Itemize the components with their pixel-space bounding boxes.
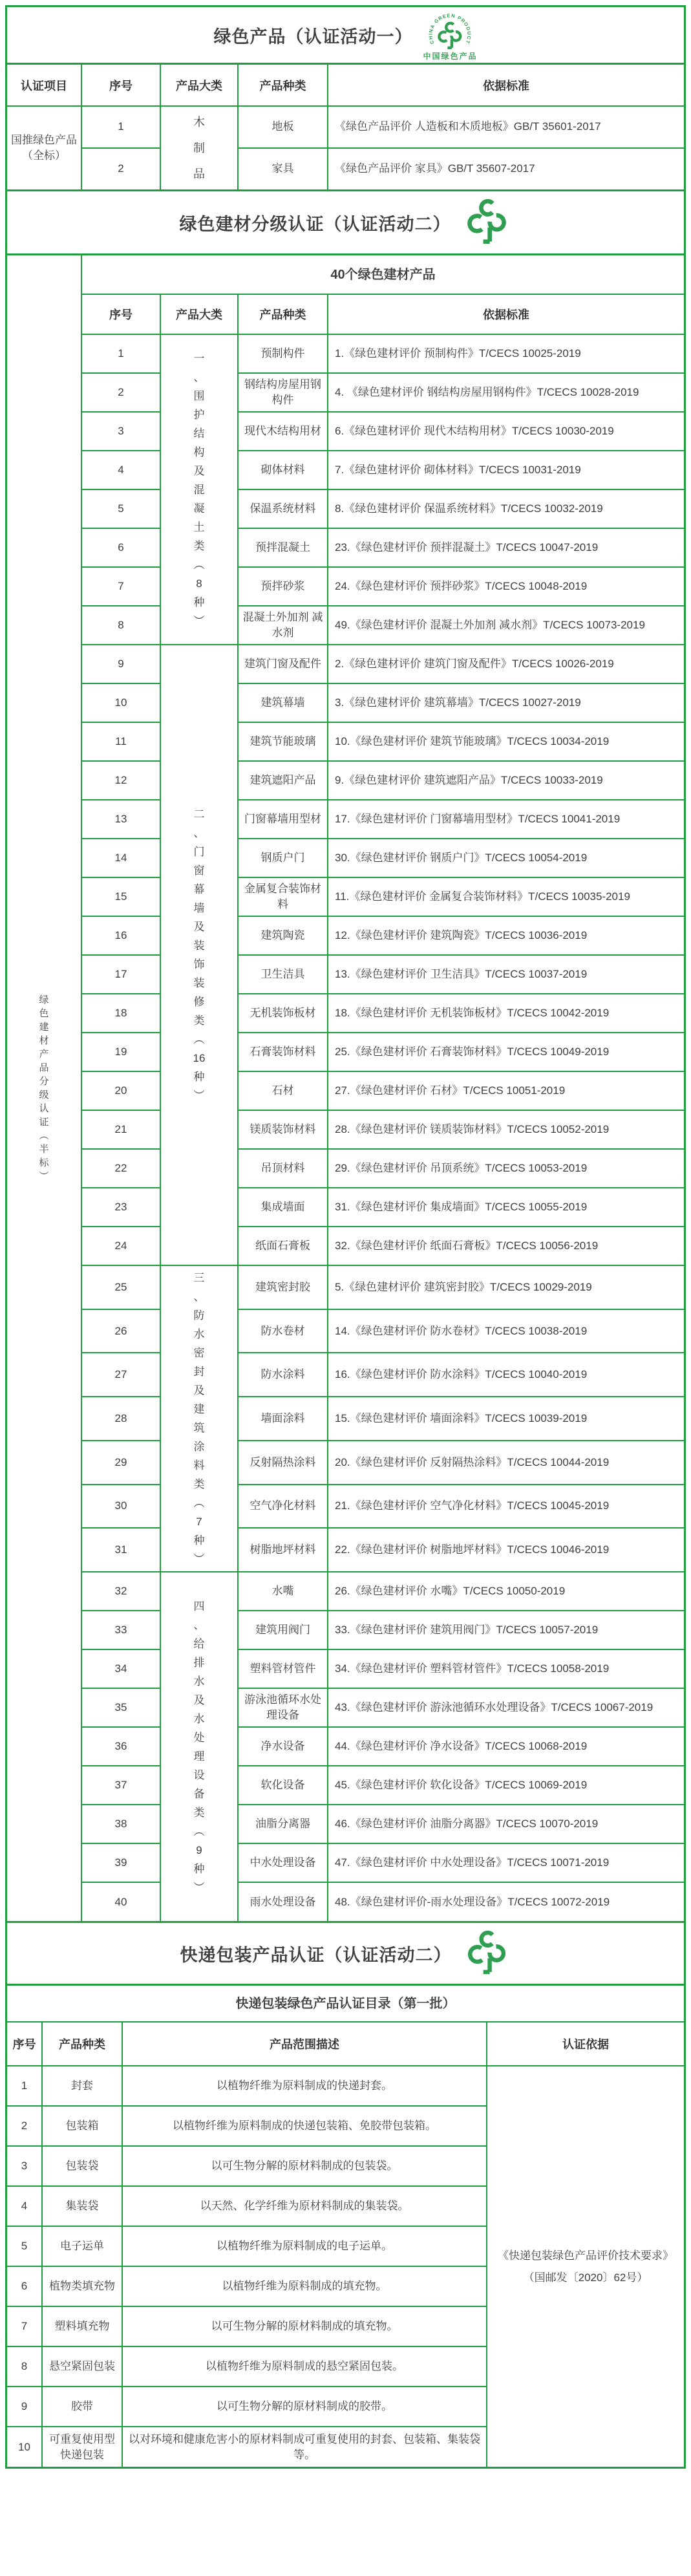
standard-cell: 14.《绿色建材评价 防水卷材》T/CECS 10038-2019 [328,1309,684,1353]
serial-cell: 30 [81,1485,160,1529]
type-cell: 镁质装饰材料 [238,1110,328,1149]
svg-text:CHINA GREEN PRODUCT: CHINA GREEN PRODUCT [427,12,473,45]
standard-cell: 34.《绿色建材评价 塑料管材管件》T/CECS 10058-2019 [328,1649,684,1688]
standard-cell: 31.《绿色建材评价 集成墙面》T/CECS 10055-2019 [328,1188,684,1227]
serial-cell: 37 [81,1766,160,1805]
type-cell: 门窗幕墙用型材 [238,800,328,839]
table-row [7,334,684,373]
table-row [7,451,684,489]
type-cell: 家具 [238,148,328,190]
table-row [7,606,684,645]
type-cell: 反射隔热涂料 [238,1441,328,1485]
serial-cell: 34 [81,1649,160,1688]
category-cell: 一 、 围 护 结 构 及 混 凝 土 类 ︵ 8 种 ︶ [160,334,238,645]
col-header-serial: 序号 [81,294,160,334]
standard-cell: 9.《绿色建材评价 建筑遮阳产品》T/CECS 10033-2019 [328,761,684,800]
type-cell: 悬空紧固包装 [42,2346,122,2387]
type-cell: 建筑节能玻璃 [238,722,328,761]
serial-cell: 1 [7,2066,42,2106]
serial-cell: 22 [81,1149,160,1188]
desc-cell: 以植物纤维为原料制成的悬空紧固包装。 [122,2346,487,2387]
standard-cell: 4. 《绿色建材评价 钢结构房屋用钢构件》T/CECS 10028-2019 [328,373,684,412]
table-row [7,1649,684,1688]
green-product-table [7,65,684,189]
serial-cell: 39 [81,1843,160,1882]
table-row [7,1397,684,1441]
type-cell: 建筑陶瓷 [238,916,328,955]
serial-cell: 40 [81,1882,160,1921]
table-row [7,1071,684,1110]
table-row [7,1843,684,1882]
serial-cell: 17 [81,955,160,994]
type-cell: 卫生洁具 [238,955,328,994]
standard-cell: 24.《绿色建材评价 预拌砂浆》T/CECS 10048-2019 [328,567,684,606]
serial-cell: 20 [81,1071,160,1110]
table-row [7,489,684,528]
express-packaging-table [7,1986,684,2467]
table-row [7,994,684,1033]
type-cell: 防水卷材 [238,1309,328,1353]
type-cell: 净水设备 [238,1727,328,1766]
type-cell: 可重复使用型快递包装 [42,2427,122,2467]
section1-header [7,7,684,65]
serial-cell: 28 [81,1397,160,1441]
serial-cell: 4 [7,2186,42,2226]
col-header-serial: 序号 [7,2022,42,2066]
serial-cell: 3 [81,412,160,451]
standard-cell: 30.《绿色建材评价 钢质户门》T/CECS 10054-2019 [328,839,684,877]
type-cell: 树脂地坪材料 [238,1528,328,1572]
type-cell: 混凝土外加剂 减水剂 [238,606,328,645]
serial-cell: 6 [81,528,160,567]
col-header-basis: 认证依据 [487,2022,684,2066]
table-row [7,567,684,606]
table-row [7,722,684,761]
type-cell: 中水处理设备 [238,1843,328,1882]
standard-cell: 25.《绿色建材评价 石膏装饰材料》T/CECS 10049-2019 [328,1033,684,1071]
type-cell: 石材 [238,1071,328,1110]
type-cell: 预制构件 [238,334,328,373]
cgp-logo-icon [462,1928,511,1979]
standard-cell: 8.《绿色建材评价 保温系统材料》T/CECS 10032-2019 [328,489,684,528]
category-cell: 木 制 品 [160,106,238,189]
table3-header-row [7,2022,684,2066]
serial-cell: 23 [81,1188,160,1227]
col-header-type: 产品种类 [238,65,328,106]
table2-banner: 40个绿色建材产品 [81,255,684,294]
serial-cell: 5 [7,2226,42,2266]
category-cell: 三 、 防 水 密 封 及 建 筑 涂 料 类 ︵ 7 种 ︶ [160,1265,238,1572]
standard-cell: 18.《绿色建材评价 无机装饰板材》T/CECS 10042-2019 [328,994,684,1033]
table-row [7,916,684,955]
type-cell: 塑料管材管件 [238,1649,328,1688]
standard-cell: 44.《绿色建材评价 净水设备》T/CECS 10068-2019 [328,1727,684,1766]
table-row [7,1441,684,1485]
table3-banner-row [7,1986,684,2022]
table-row [7,645,684,683]
type-cell: 预拌砂浆 [238,567,328,606]
serial-cell: 14 [81,839,160,877]
serial-cell: 2 [7,2106,42,2146]
serial-cell: 7 [7,2306,42,2346]
standard-cell: 7.《绿色建材评价 砌体材料》T/CECS 10031-2019 [328,451,684,489]
serial-cell: 10 [7,2427,42,2467]
standard-cell: 23.《绿色建材评价 预拌混凝土》T/CECS 10047-2019 [328,528,684,567]
standard-cell: 13.《绿色建材评价 卫生洁具》T/CECS 10037-2019 [328,955,684,994]
standard-cell: 22.《绿色建材评价 树脂地坪材料》T/CECS 10046-2019 [328,1528,684,1572]
serial-cell: 33 [81,1611,160,1649]
type-cell: 保温系统材料 [238,489,328,528]
standard-cell: 46.《绿色建材评价 油脂分离器》T/CECS 10070-2019 [328,1805,684,1843]
type-cell: 游泳池循环水处理设备 [238,1688,328,1727]
serial-cell: 13 [81,800,160,839]
type-cell: 防水涂料 [238,1353,328,1397]
table-row [7,106,684,148]
category-cell: 四 、 给 排 水 及 水 处 理 设 备 类 ︵ 9 种 ︶ [160,1572,238,1921]
serial-cell: 5 [81,489,160,528]
table-row [7,1227,684,1265]
table-row [7,1485,684,1529]
serial-cell: 24 [81,1227,160,1265]
type-cell: 钢结构房屋用钢构件 [238,373,328,412]
standard-cell: 12.《绿色建材评价 建筑陶瓷》T/CECS 10036-2019 [328,916,684,955]
table-row [7,761,684,800]
col-header-project: 认证项目 [7,65,81,106]
serial-cell: 18 [81,994,160,1033]
desc-cell: 以可生物分解的原材料制成的胶带。 [122,2387,487,2427]
col-header-serial: 序号 [81,65,160,106]
standard-cell: 47.《绿色建材评价 中水处理设备》T/CECS 10071-2019 [328,1843,684,1882]
type-cell: 预拌混凝土 [238,528,328,567]
col-header-scope: 产品范围描述 [122,2022,487,2066]
serial-cell: 8 [7,2346,42,2387]
col-header-standard: 依据标准 [328,294,684,334]
type-cell: 封套 [42,2066,122,2106]
type-cell: 植物类填充物 [42,2266,122,2306]
table-row [7,1149,684,1188]
table-row [7,528,684,567]
table-row [7,800,684,839]
standard-cell: 16.《绿色建材评价 防水涂料》T/CECS 10040-2019 [328,1353,684,1397]
standard-cell: 11.《绿色建材评价 金属复合装饰材料》T/CECS 10035-2019 [328,877,684,916]
table-row [7,148,684,190]
table-row [7,2066,684,2106]
serial-cell: 1 [81,106,160,148]
type-cell: 油脂分离器 [238,1805,328,1843]
serial-cell: 26 [81,1309,160,1353]
serial-cell: 15 [81,877,160,916]
basis-line1: 《快递包装绿色产品评价技术要求》 [498,2249,674,2262]
section2-header [7,189,684,255]
serial-cell: 21 [81,1110,160,1149]
desc-cell: 以植物纤维为原料制成的快递封套。 [122,2066,487,2106]
standard-cell: 3.《绿色建材评价 建筑幕墙》T/CECS 10027-2019 [328,683,684,722]
table1-header-row [7,65,684,106]
serial-cell: 27 [81,1353,160,1397]
standard-cell: 26.《绿色建材评价 水嘴》T/CECS 10050-2019 [328,1572,684,1611]
serial-cell: 6 [7,2266,42,2306]
certification-catalog-sheet [5,5,686,2469]
cgp-logo-icon [462,197,512,248]
standard-cell: 20.《绿色建材评价 反射隔热涂料》T/CECS 10044-2019 [328,1441,684,1485]
standard-cell: 《绿色产品评价 家具》GB/T 35607-2017 [328,148,684,190]
desc-cell: 以可生物分解的原材料制成的包装袋。 [122,2146,487,2186]
table-row [7,1353,684,1397]
type-cell: 雨水处理设备 [238,1882,328,1921]
type-cell: 胶带 [42,2387,122,2427]
serial-cell: 7 [81,567,160,606]
table-row [7,1766,684,1805]
standard-cell: 2.《绿色建材评价 建筑门窗及配件》T/CECS 10026-2019 [328,645,684,683]
type-cell: 建筑用阀门 [238,1611,328,1649]
standard-cell: 45.《绿色建材评价 软化设备》T/CECS 10069-2019 [328,1766,684,1805]
type-cell: 地板 [238,106,328,148]
type-cell: 电子运单 [42,2226,122,2266]
category-cell: 二 、 门 窗 幕 墙 及 装 饰 装 修 类 ︵ 16 种 ︶ [160,645,238,1265]
serial-cell: 36 [81,1727,160,1766]
project-cell: 国推绿色产品（全标） [7,106,81,189]
serial-cell: 31 [81,1528,160,1572]
col-header-category: 产品大类 [160,65,238,106]
table-row [7,1110,684,1149]
standard-cell: 27.《绿色建材评价 石材》T/CECS 10051-2019 [328,1071,684,1110]
section3-header [7,1921,684,1986]
type-cell: 砌体材料 [238,451,328,489]
serial-cell: 1 [81,334,160,373]
type-cell: 集成墙面 [238,1188,328,1227]
type-cell: 金属复合装饰材料 [238,877,328,916]
table-row [7,955,684,994]
china-green-product-seal-icon [423,10,477,60]
desc-cell: 以植物纤维为原料制成的填充物。 [122,2266,487,2306]
standard-cell: 21.《绿色建材评价 空气净化材料》T/CECS 10045-2019 [328,1485,684,1529]
section2-title: 绿色建材分级认证（认证活动二） [179,214,451,234]
table-row [7,412,684,451]
standard-cell: 49.《绿色建材评价 混凝土外加剂 减水剂》T/CECS 10073-2019 [328,606,684,645]
serial-cell: 29 [81,1441,160,1485]
table-row [7,1688,684,1727]
desc-cell: 以对环境和健康危害小的原材料制成可重复使用的封套、包装箱、集装袋等。 [122,2427,487,2467]
serial-cell: 10 [81,683,160,722]
green-building-material-table [7,255,684,1921]
type-cell: 建筑门窗及配件 [238,645,328,683]
section3-title: 快递包装产品认证（认证活动二） [180,1945,452,1965]
serial-cell: 16 [81,916,160,955]
type-cell: 无机装饰板材 [238,994,328,1033]
standard-cell: 48.《绿色建材评价-雨水处理设备》T/CECS 10072-2019 [328,1882,684,1921]
table-row [7,683,684,722]
table-row [7,1033,684,1071]
table-row [7,1265,684,1309]
type-cell: 现代木结构用材 [238,412,328,451]
col-header-type: 产品种类 [238,294,328,334]
type-cell: 建筑幕墙 [238,683,328,722]
table-row [7,877,684,916]
standard-cell: 5.《绿色建材评价 建筑密封胶》T/CECS 10029-2019 [328,1265,684,1309]
table-row [7,1309,684,1353]
standard-cell: 1.《绿色建材评价 预制构件》T/CECS 10025-2019 [328,334,684,373]
side-label-cell: 绿 色 建 材 产 品 分 级 认 证 ︵ 半 标 ︶ [7,255,81,1921]
serial-cell: 9 [81,645,160,683]
type-cell: 石膏装饰材料 [238,1033,328,1071]
type-cell: 建筑遮阳产品 [238,761,328,800]
type-cell: 包装箱 [42,2106,122,2146]
standard-cell: 28.《绿色建材评价 镁质装饰材料》T/CECS 10052-2019 [328,1110,684,1149]
table-row [7,1805,684,1843]
col-header-category: 产品大类 [160,294,238,334]
serial-cell: 38 [81,1805,160,1843]
serial-cell: 19 [81,1033,160,1071]
serial-cell: 2 [81,148,160,190]
type-cell: 集装袋 [42,2186,122,2226]
standard-cell: 《绿色产品评价 人造板和木质地板》GB/T 35601-2017 [328,106,684,148]
type-cell: 墙面涂料 [238,1397,328,1441]
standard-cell: 43.《绿色建材评价 游泳池循环水处理设备》T/CECS 10067-2019 [328,1688,684,1727]
table2-header-row [7,294,684,334]
standard-cell: 15.《绿色建材评价 墙面涂料》T/CECS 10039-2019 [328,1397,684,1441]
table2-banner-row [7,255,684,294]
col-header-type: 产品种类 [42,2022,122,2066]
table-row [7,1727,684,1766]
serial-cell: 11 [81,722,160,761]
serial-cell: 4 [81,451,160,489]
standard-cell: 29.《绿色建材评价 吊顶系统》T/CECS 10053-2019 [328,1149,684,1188]
type-cell: 水嘴 [238,1572,328,1611]
type-cell: 塑料填充物 [42,2306,122,2346]
serial-cell: 32 [81,1572,160,1611]
serial-cell: 3 [7,2146,42,2186]
table3-banner: 快递包装绿色产品认证目录（第一批） [7,1986,684,2022]
serial-cell: 8 [81,606,160,645]
type-cell: 软化设备 [238,1766,328,1805]
table-row [7,1572,684,1611]
basis-line2: （国邮发〔2020〕62号） [523,2271,648,2284]
serial-cell: 25 [81,1265,160,1309]
table-row [7,373,684,412]
desc-cell: 以植物纤维为原料制成的电子运单。 [122,2226,487,2266]
type-cell: 建筑密封胶 [238,1265,328,1309]
desc-cell: 以可生物分解的原材料制成的填充物。 [122,2306,487,2346]
serial-cell: 12 [81,761,160,800]
standard-cell: 33.《绿色建材评价 建筑用阀门》T/CECS 10057-2019 [328,1611,684,1649]
serial-cell: 35 [81,1688,160,1727]
type-cell: 钢质户门 [238,839,328,877]
standard-cell: 32.《绿色建材评价 纸面石膏板》T/CECS 10056-2019 [328,1227,684,1265]
table-row [7,839,684,877]
table-row [7,1882,684,1921]
col-header-standard: 依据标准 [328,65,684,106]
type-cell: 吊顶材料 [238,1149,328,1188]
desc-cell: 以植物纤维为原料制成的快递包装箱、免胶带包装箱。 [122,2106,487,2146]
type-cell: 空气净化材料 [238,1485,328,1529]
type-cell: 纸面石膏板 [238,1227,328,1265]
section1-title: 绿色产品（认证活动一） [213,27,413,47]
serial-cell: 2 [81,373,160,412]
basis-cell [487,2066,684,2467]
table-row [7,1188,684,1227]
desc-cell: 以天然、化学纤维为原材料制成的集装袋。 [122,2186,487,2226]
table-row [7,1528,684,1572]
seal-caption: 中国绿色产品 [423,51,478,61]
type-cell: 包装袋 [42,2146,122,2186]
serial-cell: 9 [7,2387,42,2427]
standard-cell: 10.《绿色建材评价 建筑节能玻璃》T/CECS 10034-2019 [328,722,684,761]
standard-cell: 6.《绿色建材评价 现代木结构用材》T/CECS 10030-2019 [328,412,684,451]
standard-cell: 17.《绿色建材评价 门窗幕墙用型材》T/CECS 10041-2019 [328,800,684,839]
table-row [7,1611,684,1649]
